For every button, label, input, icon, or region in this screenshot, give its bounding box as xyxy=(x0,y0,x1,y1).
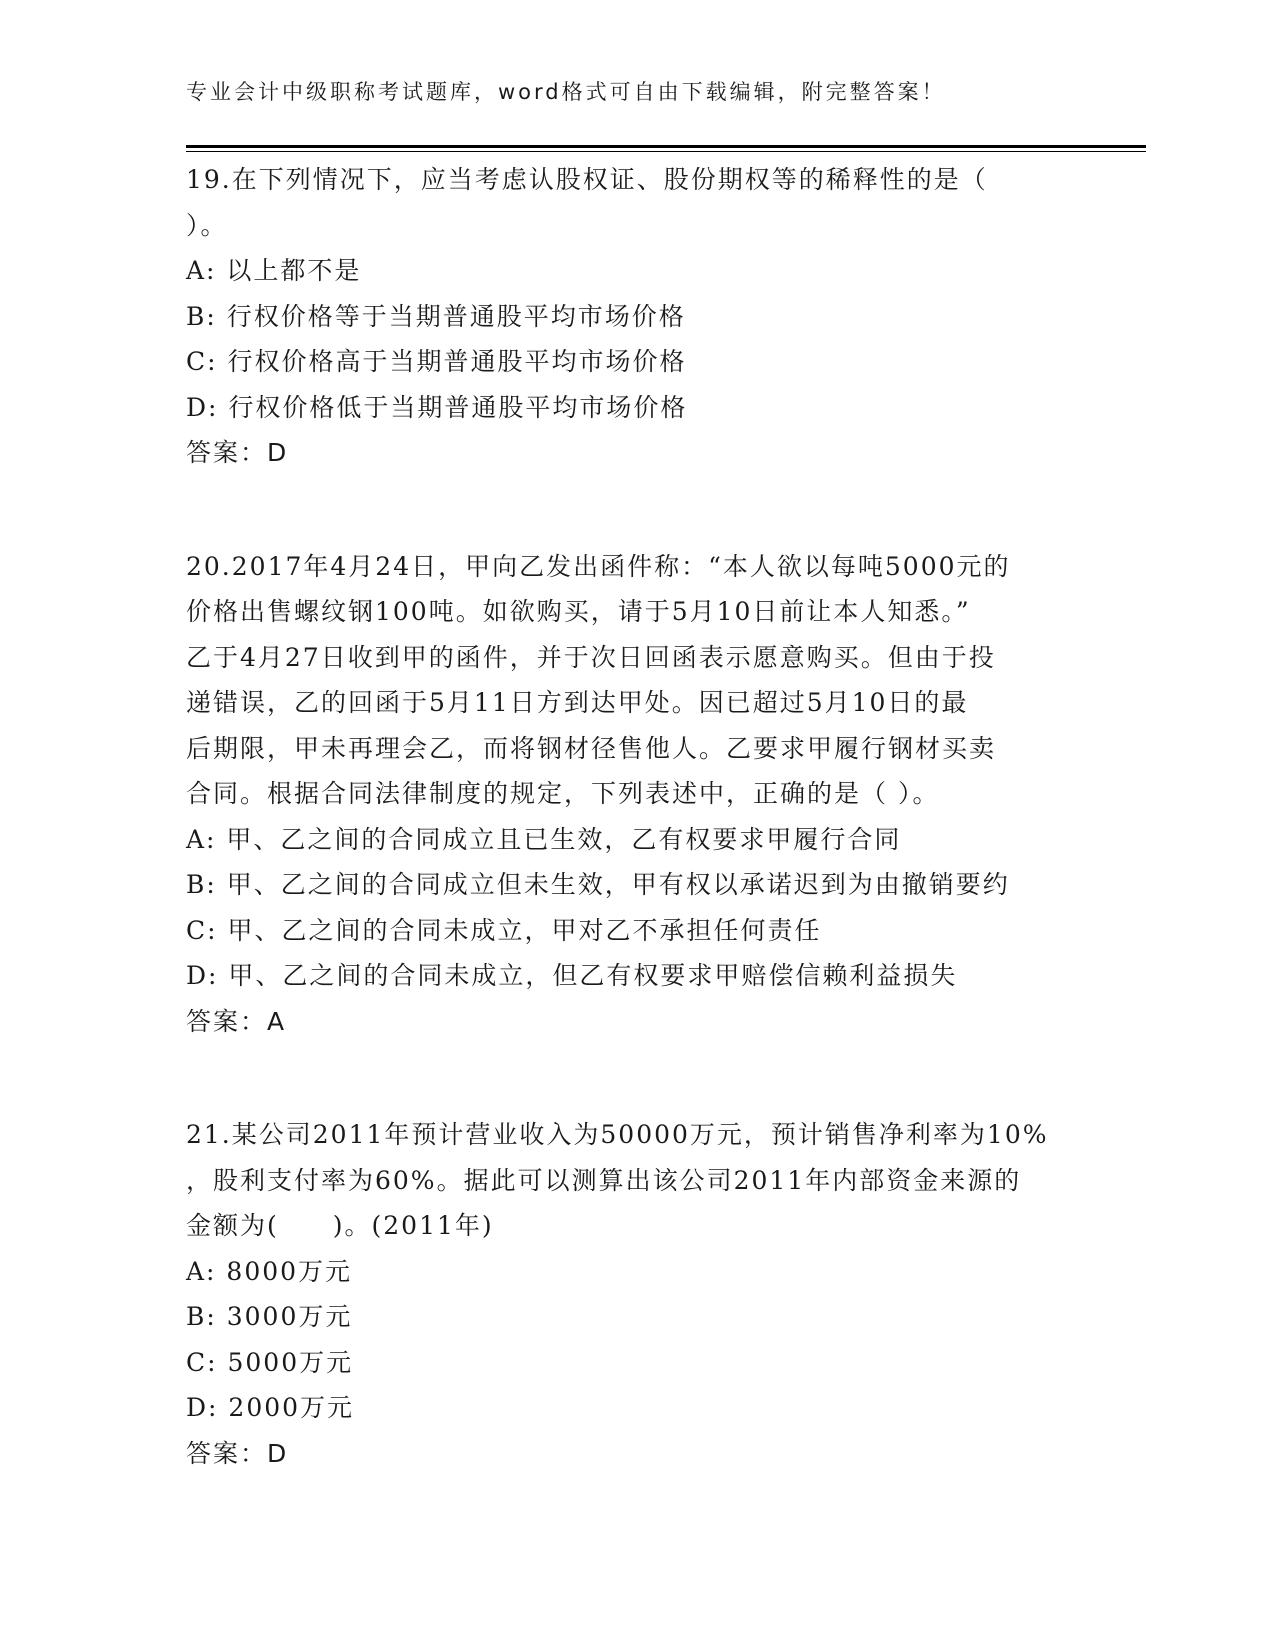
option-d: D: 2000万元 xyxy=(186,1393,355,1422)
option-a: A: 甲、乙之间的合同成立且已生效，乙有权要求甲履行合同 xyxy=(186,824,902,854)
answer-line: 答案：D xyxy=(186,438,289,467)
option-a: A: 以上都不是 xyxy=(186,256,362,285)
question-stem-line: 19.在下列情况下，应当考虑认股权证、股份期权等的稀释性的是（ xyxy=(186,165,988,194)
answer-line: 答案：D xyxy=(186,1438,289,1468)
question-spacer xyxy=(186,476,1086,544)
question-stem-line: 20.2017年4月24日，甲向乙发出函件称：“本人欲以每吨5000元的 xyxy=(186,551,1011,581)
option-d: D: 行权价格低于当期普通股平均市场价格 xyxy=(186,392,688,422)
option-c: C: 甲、乙之间的合同未成立，甲对乙不承担任何责任 xyxy=(186,915,822,945)
option-b: B: 甲、乙之间的合同成立但未生效，甲有权以承诺迟到为由撤销要约 xyxy=(186,870,1010,899)
option-c: C: 行权价格高于当期普通股平均市场价格 xyxy=(186,347,687,376)
question-20 xyxy=(186,544,1086,1045)
question-21 xyxy=(186,1112,1086,1476)
question-stem-line: 价格出售螺纹钢100吨。如欲购买，请于5月10日前让本人知悉。” xyxy=(186,597,971,626)
question-stem-line: 乙于4月27日收到甲的函件，并于次日回函表示愿意购买。但由于投 xyxy=(186,642,996,672)
question-list xyxy=(186,157,1086,1476)
option-c: C: 5000万元 xyxy=(186,1347,354,1377)
header-divider-thick xyxy=(186,145,1146,148)
question-stem-line: 递错误，乙的回函于5月11日方到达甲处。因已超过5月10日的最 xyxy=(186,688,969,717)
question-spacer xyxy=(186,1044,1086,1112)
header-divider-thin xyxy=(186,151,1146,152)
question-19 xyxy=(186,157,1086,476)
question-stem-line: ，股利支付率为60%。据此可以测算出该公司2011年内部资金来源的 xyxy=(186,1165,1022,1195)
answer-line: 答案：A xyxy=(186,1006,287,1036)
question-stem-line: 21.某公司2011年预计营业收入为50000万元，预计销售净利率为10% xyxy=(186,1120,1049,1149)
option-d: D: 甲、乙之间的合同未成立，但乙有权要求甲赔偿信赖利益损失 xyxy=(186,961,958,990)
question-stem-line: 金额为( )。(2011年) xyxy=(186,1211,494,1240)
option-b: B: 行权价格等于当期普通股平均市场价格 xyxy=(186,301,686,331)
question-stem-line: 后期限，甲未再理会乙，而将钢材径售他人。乙要求甲履行钢材买卖 xyxy=(186,733,997,763)
page-header: 专业会计中级职称考试题库，word格式可自由下载编辑，附完整答案！ xyxy=(186,80,946,104)
option-a: A: 8000万元 xyxy=(186,1256,353,1286)
question-stem-line: ）。 xyxy=(186,210,228,240)
question-stem-line: 合同。根据合同法律制度的规定，下列表述中，正确的是（ ）。 xyxy=(186,779,940,808)
option-b: B: 3000万元 xyxy=(186,1302,353,1331)
